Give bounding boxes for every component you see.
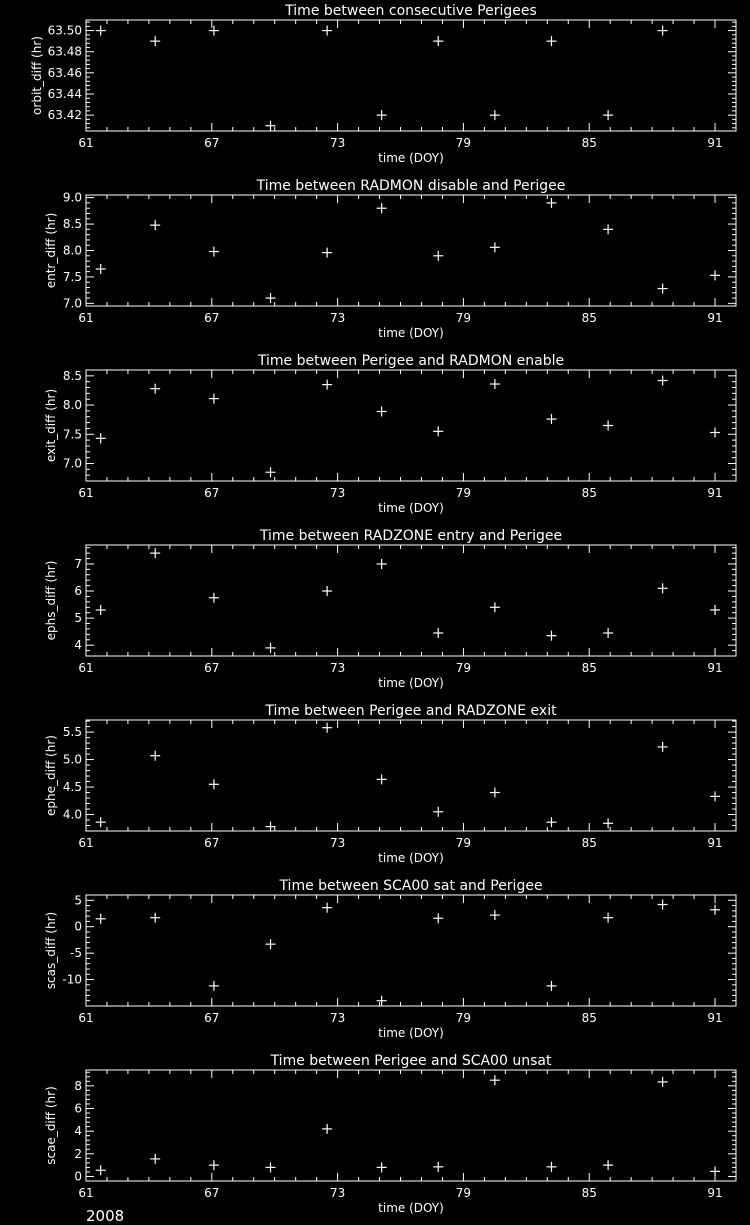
panel6-y-tick-label: 0 <box>74 919 82 934</box>
panel4-x-tick-label: 67 <box>204 661 220 675</box>
panel7-y-tick-label: 2 <box>74 1146 82 1161</box>
panel5-y-tick-label: 5.0 <box>62 752 82 767</box>
panel6-data-point <box>150 913 160 923</box>
panel3-data-point <box>266 467 276 477</box>
panel6-data-point <box>490 910 500 920</box>
panel4-data-point <box>710 605 720 615</box>
panel5-data-point <box>433 807 443 817</box>
panel1-data-point <box>658 26 668 36</box>
panel4-data-point <box>658 583 668 593</box>
panel3-data-point <box>490 379 500 389</box>
panel7-y-tick-label: 6 <box>74 1101 82 1116</box>
panel2-data-point <box>209 247 219 257</box>
panel2-y-tick-label: 7.5 <box>62 269 82 284</box>
panel5-y-axis-label: ephe_diff (hr) <box>44 735 58 816</box>
panel7-x-tick-label: 67 <box>204 1186 220 1200</box>
panel2-data-point <box>546 198 556 208</box>
panel6-data-point <box>266 939 276 949</box>
panel7-x-tick-label: 79 <box>455 1186 472 1200</box>
panel7-data-point <box>603 1160 613 1170</box>
panel3-data-point <box>96 433 106 443</box>
panel2-y-tick-label: 8.0 <box>62 243 82 258</box>
panel1-x-tick-label: 91 <box>707 136 723 150</box>
panel2-plot-frame <box>86 195 736 306</box>
panel2-y-tick-label: 8.5 <box>62 217 82 232</box>
panel6-data-point <box>546 981 556 991</box>
panel7-data-point <box>266 1162 276 1172</box>
panel4-data-point <box>433 628 443 638</box>
panel7-plot-frame <box>86 1070 736 1181</box>
panel1-data-point <box>266 121 276 131</box>
panel2-x-tick-label: 79 <box>455 311 472 325</box>
panel6-x-tick-label: 61 <box>78 1011 94 1025</box>
panel5-x-tick-label: 91 <box>707 836 723 850</box>
panel7-x-tick-label: 85 <box>581 1186 597 1200</box>
panel5-data-point <box>377 774 387 784</box>
panel3-x-tick-label: 79 <box>455 486 472 500</box>
panel6-x-tick-label: 91 <box>707 1011 723 1025</box>
panel6-data-point <box>603 913 613 923</box>
panel1-y-tick-label: 63.44 <box>47 87 82 101</box>
panel7-x-tick-label: 73 <box>329 1186 346 1200</box>
panel6-x-tick-label: 79 <box>455 1011 472 1025</box>
panel2-y-axis-label: entr_diff (hr) <box>44 212 58 289</box>
panel2-data-point <box>266 293 276 303</box>
panel6-data-point <box>96 914 106 924</box>
panel5-data-point <box>603 818 613 828</box>
panel3-y-tick-label: 8.0 <box>62 398 82 413</box>
panel3-x-tick-label: 67 <box>204 486 220 500</box>
panel3-y-tick-label: 7.0 <box>62 456 82 471</box>
panel1-data-point <box>209 26 219 36</box>
panel1-data-point <box>603 110 613 120</box>
panel7-data-point <box>150 1154 160 1164</box>
panel5-data-point <box>710 791 720 801</box>
panel4-chart-title: Time between RADZONE entry and Perigee <box>259 528 563 544</box>
panel7-data-point <box>710 1166 720 1176</box>
panel7-chart-title: Time between Perigee and SCA00 unsat <box>270 1053 552 1069</box>
panel1-x-axis-label: time (DOY) <box>378 151 444 165</box>
panel4-data-point <box>322 586 332 596</box>
panel2-x-tick-label: 91 <box>707 311 723 325</box>
panel3-y-tick-label: 8.5 <box>62 368 82 383</box>
panel3-y-axis-label: exit_diff (hr) <box>44 388 58 463</box>
panel7-data-point <box>658 1077 668 1087</box>
panel2-data-point <box>433 251 443 261</box>
panel5-x-tick-label: 79 <box>455 836 472 850</box>
panel2-x-tick-label: 61 <box>78 311 94 325</box>
panel3-x-tick-label: 91 <box>707 486 723 500</box>
panel2-x-tick-label: 85 <box>581 311 597 325</box>
panel1-y-tick-label: 63.48 <box>47 44 82 59</box>
panel4-y-axis-label: ephs_diff (hr) <box>44 560 58 641</box>
panel2-data-point <box>490 242 500 252</box>
panel4-y-tick-label: 4 <box>74 638 82 653</box>
panel5-data-point <box>490 788 500 798</box>
panel6-data-point <box>710 905 720 915</box>
panel5-x-tick-label: 61 <box>78 836 94 850</box>
panel7-y-axis-label: scae_diff (hr) <box>44 1086 58 1165</box>
panel2-y-tick-label: 7.0 <box>62 296 82 311</box>
panel4-data-point <box>96 605 106 615</box>
panel4-x-tick-label: 85 <box>581 661 597 675</box>
panel7-data-point <box>96 1165 106 1175</box>
panel6-x-tick-label: 73 <box>329 1011 346 1025</box>
panel2-x-axis-label: time (DOY) <box>378 326 444 340</box>
panel6-data-point <box>209 981 219 991</box>
panel4-plot-frame <box>86 545 736 656</box>
panel5-data-point <box>150 751 160 761</box>
panel4-y-tick-label: 6 <box>74 584 82 599</box>
panel4-x-tick-label: 79 <box>455 661 472 675</box>
panel3-data-point <box>710 428 720 438</box>
panel7-x-tick-label: 91 <box>707 1186 723 1200</box>
panel2-data-point <box>150 220 160 230</box>
panel5-x-axis-label: time (DOY) <box>378 851 444 865</box>
panel4-data-point <box>209 593 219 603</box>
panel4-x-tick-label: 91 <box>707 661 723 675</box>
panel6-chart-title: Time between SCA00 sat and Perigee <box>279 878 543 894</box>
panel1-x-tick-label: 73 <box>329 136 346 150</box>
panel7-data-point <box>209 1160 219 1170</box>
panel5-y-tick-label: 5.5 <box>62 725 82 740</box>
panel7-data-point <box>433 1162 443 1172</box>
panel5-data-point <box>322 723 332 733</box>
panel6-x-tick-label: 67 <box>204 1011 220 1025</box>
panel1-y-tick-label: 63.46 <box>47 65 82 80</box>
panel1-x-tick-label: 67 <box>204 136 220 150</box>
panel2-x-tick-label: 67 <box>204 311 220 325</box>
panel1-data-point <box>433 36 443 46</box>
panel4-data-point <box>150 548 160 558</box>
panel4-x-axis-label: time (DOY) <box>378 676 444 690</box>
panel4-data-point <box>266 643 276 653</box>
panel3-chart-title: Time between Perigee and RADMON enable <box>257 353 565 369</box>
panel1-chart-title: Time between consecutive Perigees <box>285 3 537 19</box>
panel1-data-point <box>150 36 160 46</box>
panel5-y-tick-label: 4.0 <box>62 807 82 822</box>
panel6-x-tick-label: 85 <box>581 1011 597 1025</box>
panel5-x-tick-label: 73 <box>329 836 346 850</box>
panel1-data-point <box>322 26 332 36</box>
panel4-data-point <box>490 602 500 612</box>
panel1-data-point <box>546 36 556 46</box>
panel3-y-tick-label: 7.5 <box>62 427 82 442</box>
panel7-x-axis-label: time (DOY) <box>378 1201 444 1215</box>
panel3-x-axis-label: time (DOY) <box>378 501 444 515</box>
panel7-data-point <box>546 1162 556 1172</box>
panel7-y-tick-label: 8 <box>74 1078 82 1093</box>
panel3-x-tick-label: 73 <box>329 486 346 500</box>
panel5-x-tick-label: 85 <box>581 836 597 850</box>
panel3-data-point <box>322 380 332 390</box>
panel2-x-tick-label: 73 <box>329 311 346 325</box>
panel6-data-point <box>433 913 443 923</box>
panel3-data-point <box>150 384 160 394</box>
panel1-y-tick-label: 63.42 <box>47 108 82 123</box>
panel1-plot-frame <box>86 20 736 131</box>
panel4-x-tick-label: 73 <box>329 661 346 675</box>
panel1-data-point <box>96 26 106 36</box>
panel3-data-point <box>433 426 443 436</box>
panel3-data-point <box>603 421 613 431</box>
panel2-data-point <box>377 203 387 213</box>
panel2-data-point <box>710 270 720 280</box>
panel6-x-axis-label: time (DOY) <box>378 1026 444 1040</box>
panel2-data-point <box>658 284 668 294</box>
panel6-data-point <box>322 903 332 913</box>
panel4-data-point <box>546 631 556 641</box>
panel5-chart-title: Time between Perigee and RADZONE exit <box>265 703 557 719</box>
panel6-data-point <box>377 996 387 1006</box>
panel3-data-point <box>209 394 219 404</box>
panel7-y-tick-label: 4 <box>74 1124 82 1139</box>
panel3-x-tick-label: 85 <box>581 486 597 500</box>
panel7-data-point <box>490 1075 500 1085</box>
panel7-data-point <box>377 1162 387 1172</box>
panel5-data-point <box>96 817 106 827</box>
panel5-data-point <box>209 779 219 789</box>
panel2-data-point <box>603 224 613 234</box>
panel1-y-tick-label: 63.50 <box>47 23 82 38</box>
panel5-plot-frame <box>86 720 736 831</box>
panel6-y-axis-label: scas_diff (hr) <box>44 911 58 990</box>
panel2-y-tick-label: 9.0 <box>62 190 82 205</box>
panel5-data-point <box>658 742 668 752</box>
panel2-chart-title: Time between RADMON disable and Perigee <box>256 178 566 194</box>
panel4-y-tick-label: 7 <box>74 556 82 571</box>
panel4-x-tick-label: 61 <box>78 661 94 675</box>
panel6-plot-frame <box>86 895 736 1006</box>
panel5-y-tick-label: 4.5 <box>62 780 82 795</box>
panel7-y-tick-label: 0 <box>74 1169 82 1184</box>
panel1-y-axis-label: orbit_diff (hr) <box>30 36 44 115</box>
panel1-data-point <box>377 110 387 120</box>
panel5-x-tick-label: 67 <box>204 836 220 850</box>
panel3-plot-frame <box>86 370 736 481</box>
panel4-y-tick-label: 5 <box>74 611 82 626</box>
panel3-data-point <box>546 414 556 424</box>
panel1-x-tick-label: 79 <box>455 136 472 150</box>
panel2-data-point <box>96 264 106 274</box>
panel6-data-point <box>658 900 668 910</box>
panel3-data-point <box>658 376 668 386</box>
panel2-data-point <box>322 248 332 258</box>
panel6-y-tick-label: 5 <box>74 893 82 908</box>
panel1-x-tick-label: 85 <box>581 136 597 150</box>
panel7-data-point <box>322 1124 332 1134</box>
panel6-y-tick-label: -5 <box>70 946 82 961</box>
panel4-data-point <box>603 628 613 638</box>
panel1-data-point <box>490 110 500 120</box>
panel5-data-point <box>546 817 556 827</box>
panel7-x-tick-label: 61 <box>78 1186 94 1200</box>
panel6-y-tick-label: -10 <box>62 972 82 987</box>
panel3-x-tick-label: 61 <box>78 486 94 500</box>
panel1-x-tick-label: 61 <box>78 136 94 150</box>
panel3-data-point <box>377 406 387 416</box>
year-label: 2008 <box>86 1207 125 1225</box>
panel5-data-point <box>266 822 276 832</box>
panel4-data-point <box>377 559 387 569</box>
